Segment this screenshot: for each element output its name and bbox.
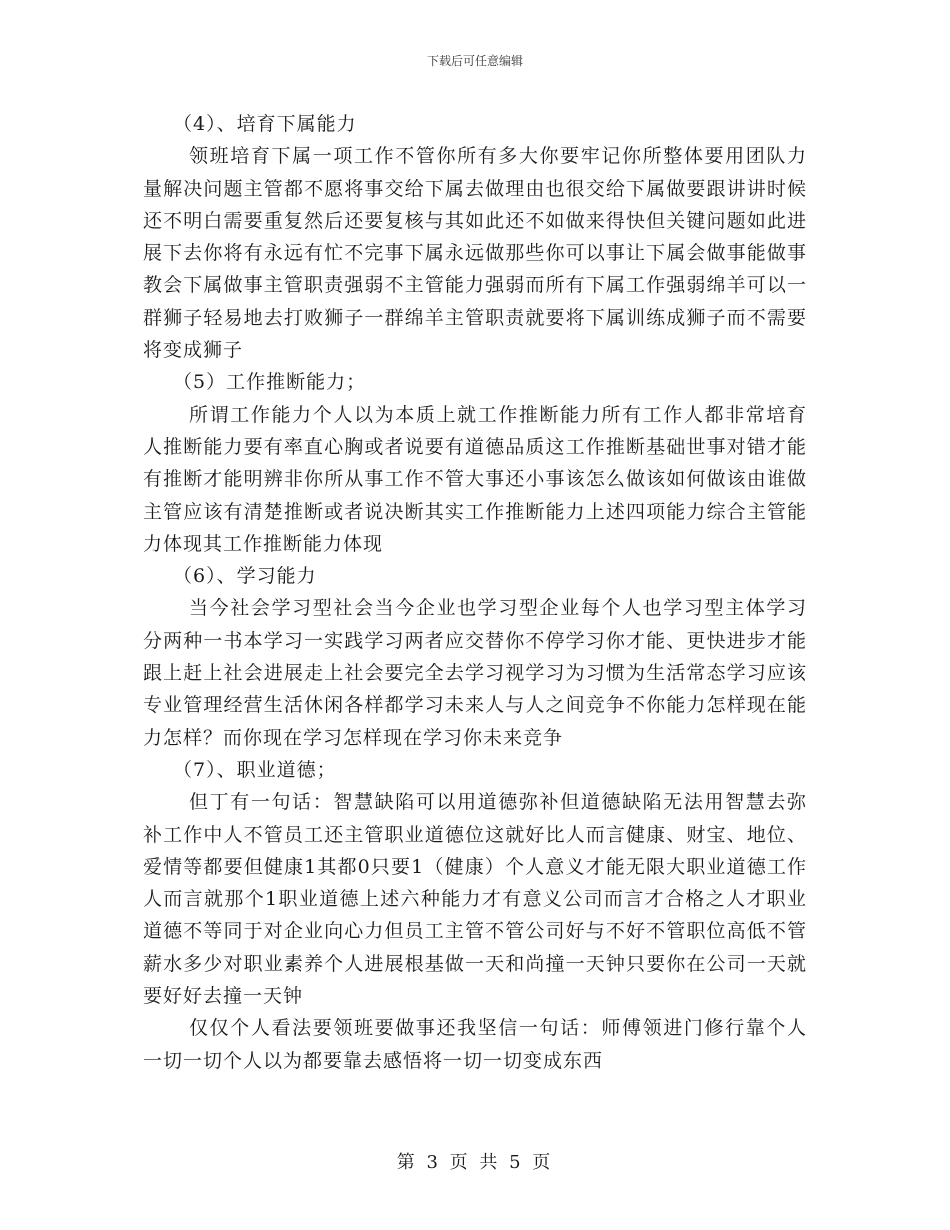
section-heading-7: （7）、职业道德； — [173, 758, 337, 781]
section-heading-6: （6）、学习能力 — [173, 565, 317, 588]
section-heading-4: （4）、培育下属能力 — [173, 113, 357, 135]
paragraph-professional-ethics: 但丁有一句话：智慧缺陷可以用道德弥补但道德缺陷无法用智慧去弥补工作中人不管员工还主管职业道德位这就好比人而言健康、财宝、地位、爱情等都要但健康1其都0只要1（健康）个人意义才能无限大职业道德工作人而言就那个1职业道德上述六种能力才有意义公司而言才合格之人才职业道德不等同于对企业向心力但员工主管不管公司好与不好不管职位高低不管薪水多少对职业素养个人进展根基做一天和尚撞一天钟只要你在公司一天就要好好去撞一天钟 — [143, 791, 807, 1008]
paragraph-learning-ability: 当今社会学习型社会当今企业也学习型企业每个人也学习型主体学习分两种一书本学习一实践学习两者应交替你不停学习你才能、更快进步才能跟上赶上社会进展走上社会要完全去学习视学习为习惯为生活常态学习应该专业管理经营生活休闲各样都学习未来人与人之间竞争不你能力怎样现在能力怎样？而你现在学习怎样现在学习你未来竞争 — [143, 597, 807, 749]
page-number-footer: 第 3 页 共 5 页 — [396, 1152, 554, 1173]
document-body — [143, 108, 807, 1077]
paragraph-work-judgment: 所谓工作能力个人以为本质上就工作推断能力所有工作人都非常培育人推断能力要有率直心胸或者说要有道德品质这工作推断基础世事对错才能有推断才能明辨非你所从事工作不管大事还小事该怎么做该如何做该由谁做主管应该有清楚推断或者说决断其实工作推断能力上述四项能力综合主管能力体现其工作推断能力体现 — [143, 403, 807, 555]
paragraph-subordinate-training: 领班培育下属一项工作不管你所有多大你要牢记你所整体要用团队力量解决问题主管都不愿将事交给下属去做理由也很交给下属做要跟讲讲时候还不明白需要重复然后还要复核与其如此还不如做来得快但关键问题如此进展下去你将有永远有忙不完事下属永远做那些你可以事让下属会做事能做事教会下属做事主管职责强弱不主管能力强弱而所有下属工作强弱绵羊可以一群狮子轻易地去打败狮子一群绵羊主管职责就要将下属训练成狮子而不需要将变成狮子 — [143, 145, 807, 362]
page-header: 下载后可任意编辑 — [426, 54, 523, 68]
section-heading-5: （5）工作推断能力； — [173, 371, 367, 394]
paragraph-closing: 仅仅个人看法要领班要做事还我坚信一句话：师傅领进门修行靠个人一切一切个人以为都要靠去感悟将一切一切变成东西 — [143, 1017, 807, 1072]
